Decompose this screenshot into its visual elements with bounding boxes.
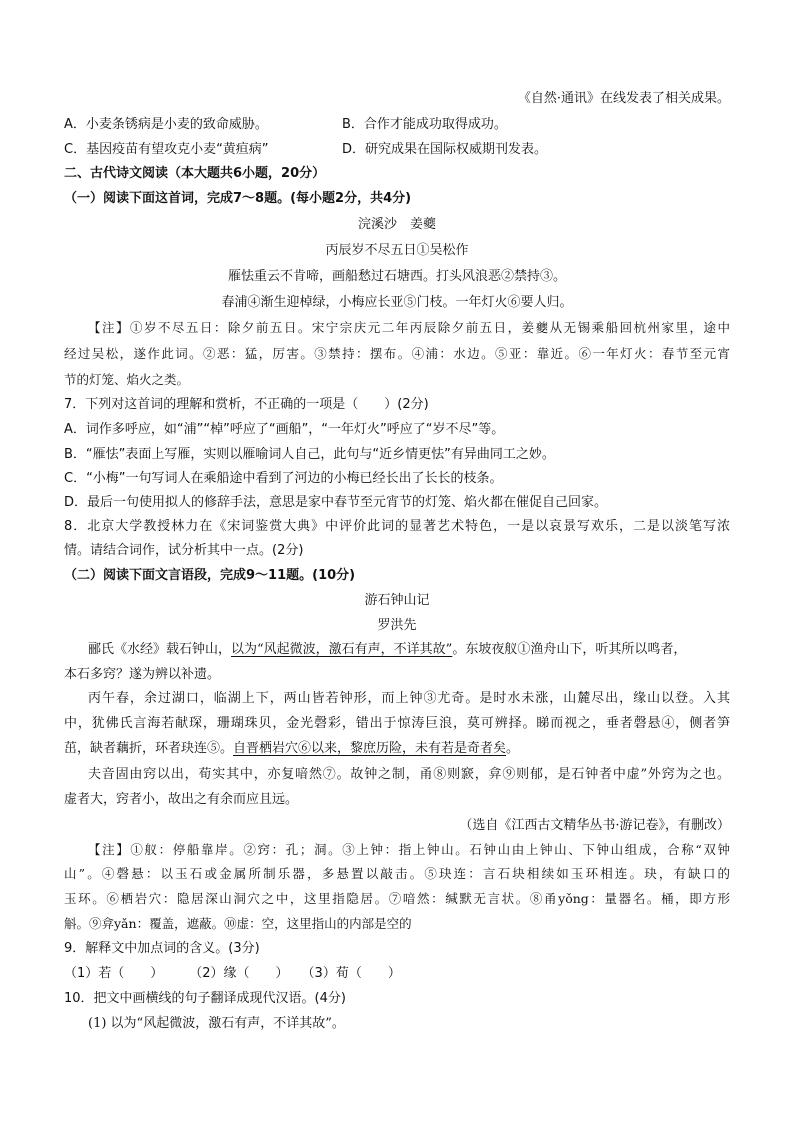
note-line: 【注】①舣：停船靠岸。②窍：孔；洞。③上钟：指上钟山。石钟山由上钟山、下钟山组成，合称“双钟 — [88, 842, 730, 857]
question-7: 7．下列对这首词的理解和赏析，不正确的一项是（ ）(2分) — [64, 397, 429, 412]
underlined-sentence-1: 以为“风起微波，激石有声，不详其故” — [231, 642, 453, 657]
question-7-option-d: D．最后一句使用拟人的修辞手法，意思是家中春节至元宵节的灯笼、焰火都在催促自己回家。 — [64, 495, 608, 510]
question-10-item-1: (1) 以为“风起微波，激石有声，不详其故”。 — [88, 1016, 345, 1031]
text-line: 《自然·通讯》在线发表了相关成果。 — [517, 91, 730, 106]
poem-line: 春浦④渐生迎棹绿，小梅应长亚⑤门枝。一年灯火⑥要人归。 — [221, 295, 573, 310]
essay-line: 郦氏《水经》载石钟山，以为“风起微波，激石有声，不详其故”。东坡夜舣①渔舟山下，听其所以鸣者， — [88, 642, 687, 657]
sub-heading-2: （二）阅读下面文言语段，完成9～11题。(10分) — [64, 568, 356, 583]
section-heading: 二、古代诗文阅读（本大题共6小题，20分） — [64, 166, 326, 181]
poem-line: 雁怯重云不肯啼，画船愁过石塘西。打头风浪恶②禁持③。 — [227, 269, 566, 284]
option-b: B．合作才能成功取得成功。 — [342, 117, 507, 132]
poem-subtitle: 丙辰岁不尽五日①吴松作 — [325, 243, 469, 258]
essay-line: 夫音固由窍以出，荀实其中，亦复喑然⑦。故钟之制，甬⑧则窾，弇⑨则郁，是石钟者中虚”外窍为之也。 — [88, 767, 730, 782]
essay-title: 游石钟山记 — [364, 593, 430, 608]
option-c: C．基因疫苗有望攻克小麦“黄疸病” — [64, 142, 269, 157]
essay-author: 罗洪先 — [377, 618, 417, 633]
note-line: 玉环。⑥栖岩穴：隐居深山洞穴之中，这里指隐居。⑦喑然：缄默无言状。⑧甬yǒng：量器名。桶，即方形 — [64, 891, 730, 906]
note-line: 经过吴松，遂作此词。②恶：猛，厉害。③禁持：摆布。④浦：水边。⑤亚：靠近。⑥一年灯火：春节至元宵 — [64, 346, 730, 361]
source-note: （选自《江西古文精华丛书·游记卷》，有删改） — [459, 818, 730, 833]
essay-line: 虚者大，窍者小，故出之有余而应且远。 — [64, 792, 299, 807]
essay-line: 中，犹佛氏言海若献琛，珊瑚珠贝，金光磬彩，错出于惊涛巨浪，莫可辨择。睇而视之，垂者磬悬④，侧者笋 — [64, 716, 730, 731]
question-7-option-c: C．“小梅”一句写词人在乘船途中看到了河边的小梅已经长出了长长的枝条。 — [64, 471, 503, 486]
note-line: 斛。⑨弇yǎn：覆盖，遮蔽。⑩虚：空，这里指山的内部是空的 — [64, 916, 412, 931]
sub-heading: （一）阅读下面这首词，完成7～8题。(每小题2分，共4分) — [64, 191, 412, 206]
question-9: 9．解释文中加点词的含义。(3分) — [64, 941, 260, 956]
essay-line: 茁，缺者藕折，环者玦连⑤。自晋栖岩穴⑥以来，黎庶历险，未有若是奇者矣。 — [64, 741, 520, 756]
question-8-cont: 情。请结合词作，试分析其中一点。(2分) — [64, 543, 304, 558]
question-7-option-b: B．“雁怯”表面上写雁，实则以雁喻词人自己，此句与“近乡情更怯”有异曲同工之妙。 — [64, 447, 555, 462]
essay-line: 丙午春，余过湖口，临湖上下，两山皆若钟形，而上钟③尤奇。是时水未涨，山麓尽出，缘山以登。入其 — [88, 691, 730, 706]
option-a: A．小麦条锈病是小麦的致命威胁。 — [64, 117, 268, 132]
note-line: 节的灯笼、焰火之类。 — [64, 372, 190, 387]
note-line: 山”。④磬悬：以玉石或金属所制乐器，多悬置以敲击。⑤玦连：言石块相续如玉环相连。玦，有缺口的 — [64, 866, 730, 881]
question-7-option-a: A．词作多呼应，如“浦”“棹”呼应了“画船”，“一年灯火”呼应了“岁不尽”等。 — [64, 422, 505, 437]
note-line: 【注】①岁不尽五日：除夕前五日。宋宁宗庆元二年丙辰除夕前五日，姜夔从无锡乘船回杭州家里，途中 — [88, 320, 730, 335]
question-10: 10．把文中画横线的句子翻译成现代汉语。(4分) — [64, 991, 346, 1006]
question-9-blanks: （1）若（ ） （2）缘（ ） （3）荀（ ） — [64, 966, 401, 981]
option-d: D．研究成果在国际权威期刊发表。 — [342, 142, 548, 157]
poem-title: 浣溪沙 姜夔 — [357, 217, 436, 232]
underlined-sentence-2: 自晋栖岩穴⑥以来，黎庶历险，未有若是奇者矣 — [233, 741, 507, 756]
question-8: 8．北京大学教授林力在《宋词鉴赏大典》中评价此词的显著艺术特色，一是以哀景写欢乐，二是以淡笔写浓 — [64, 519, 730, 534]
essay-line: 本石多窍？遂为辨以补遗。 — [64, 667, 221, 682]
